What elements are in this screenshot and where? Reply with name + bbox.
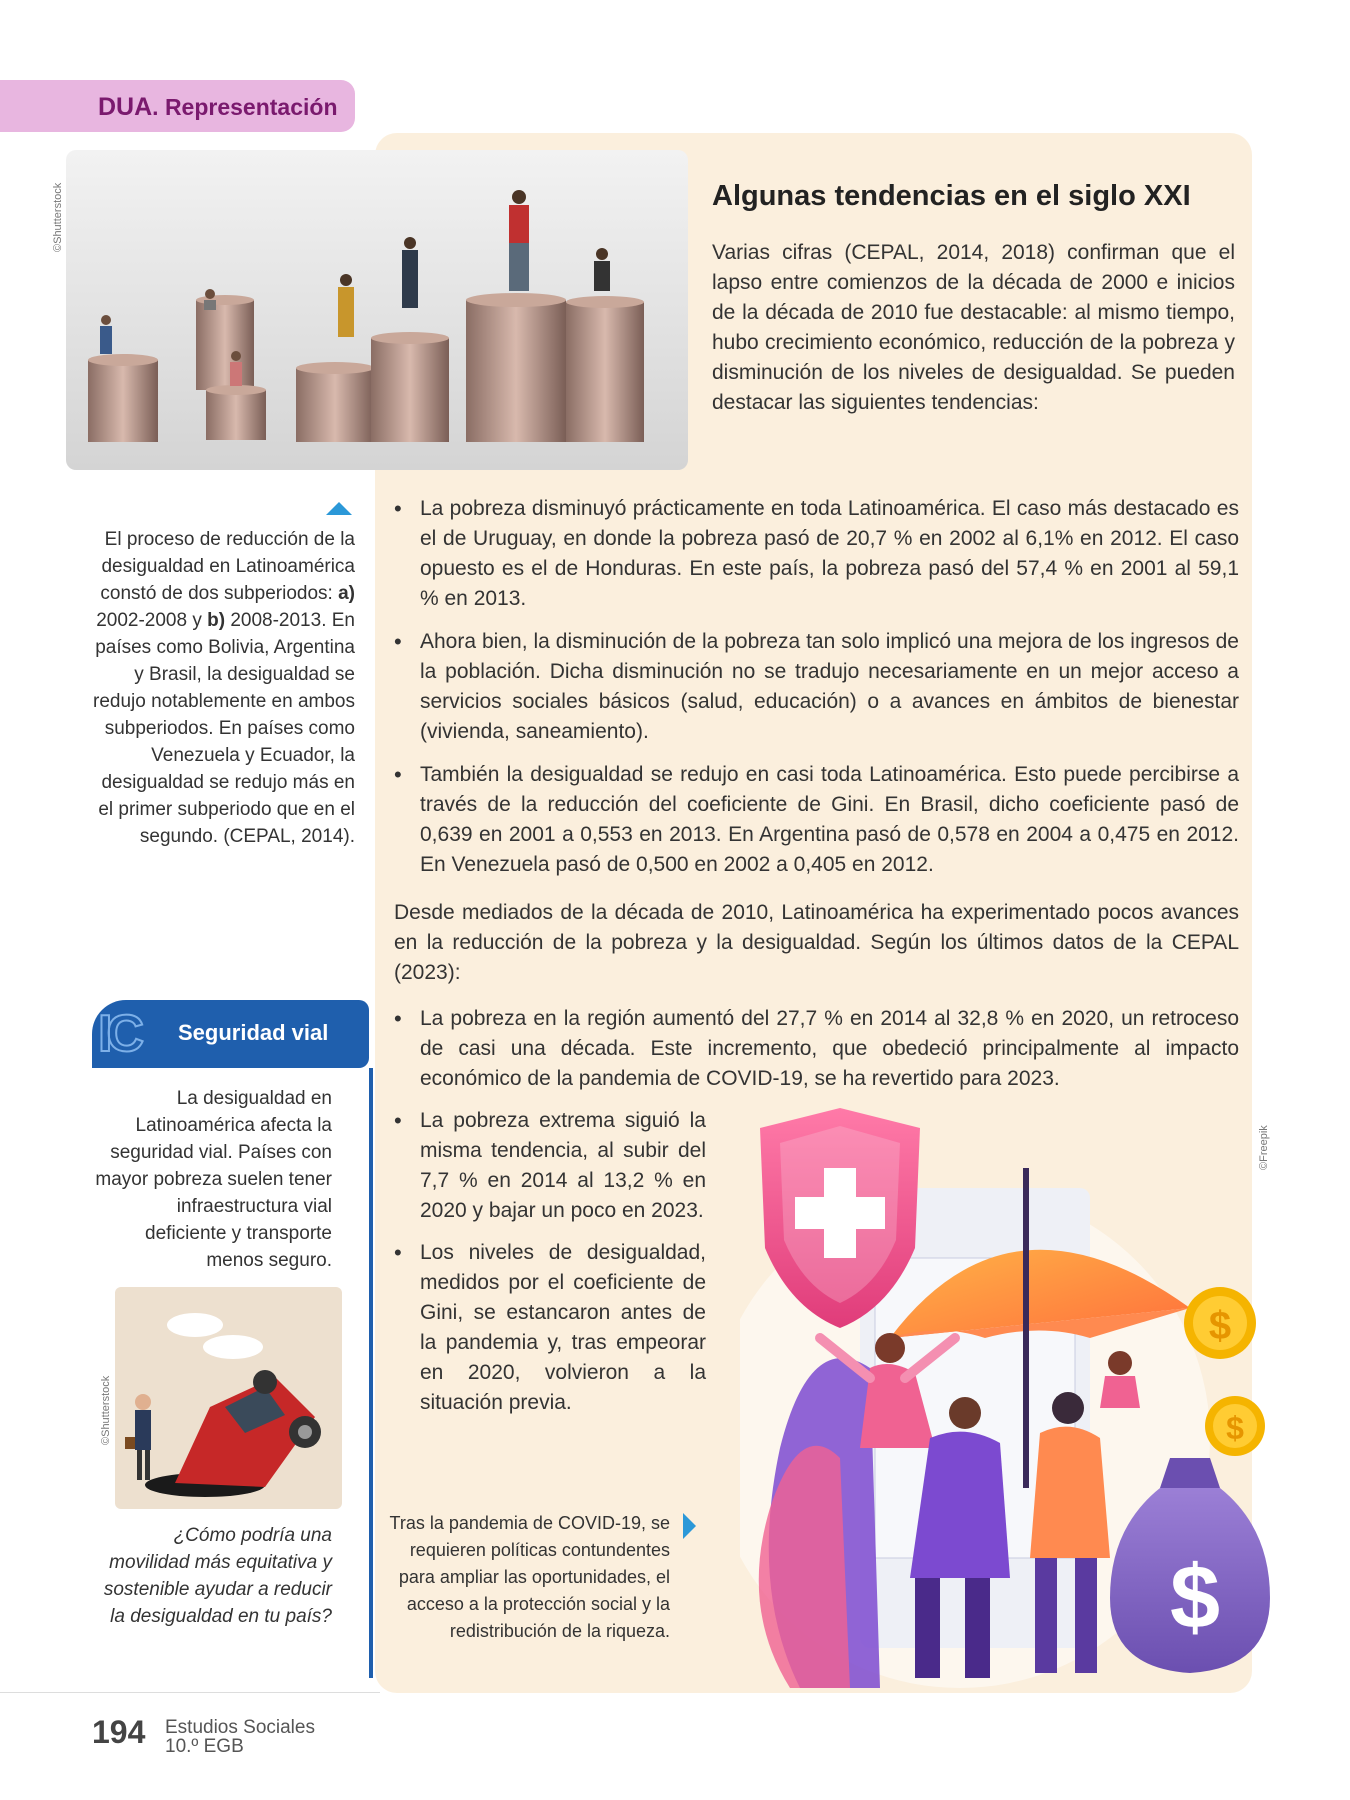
list-item: • La pobreza en la región aumentó del 27,7 % en 2014 al 32,8 % en 2020, un retroceso de casi una década. Este incremento, que obedeció principalmente al impacto económico de la pandemia de COVID-19, se ha revertido para 2023. — [394, 1004, 1239, 1094]
ic-logo-icon: IC — [98, 1005, 138, 1063]
list-item: • La pobreza disminuyó prácticamente en toda Latinoamérica. El caso más destacado es el de Uruguay, en donde la pobreza pasó de 20,7 % en 2002 al 6,1% en 2012. El caso opuesto es el de Honduras. En este país, la pobreza pasó del 57,4 % en 2001 al 59,1 % en 2013. — [394, 494, 1239, 614]
coins-photo — [66, 150, 688, 470]
cepal-list-narrow — [394, 1106, 706, 1430]
side-note: El proceso de reducción de la desigualdad en Latinoamérica constó de dos subperiodos: a) 2002-2008 y b) 2008-2013. En países como Bolivia, Argentina y Brasil, la desigualdad se redujo notablemente en ambos subperiodos. En países como Venezuela y Ecuador, la desigualdad se redujo más en el primer subperiodo que en el segundo. (CEPAL, 2014). — [93, 529, 355, 847]
seguridad-vial-question: ¿Cómo podría una movilidad más equitativa y sostenible ayudar a reducir la desigualdad en tu país? — [103, 1525, 332, 1627]
svg-text:$: $ — [1169, 1548, 1221, 1648]
cepal-list — [394, 1004, 1239, 1107]
car-credit: ©Shutterstock — [100, 1375, 112, 1445]
illustration-credit: ©Freepik — [1258, 1125, 1270, 1170]
triangle-right-icon — [683, 1513, 696, 1539]
footer-divider — [0, 1692, 380, 1693]
social-protection-illustration — [740, 1108, 1280, 1688]
svg-text:$: $ — [1208, 1304, 1232, 1348]
photo-credit: ©Shutterstock — [52, 182, 64, 252]
bottom-note: Tras la pandemia de COVID-19, se requieren políticas contundentes para ampliar las oportunidades, el acceso a la protección social y la redistribución de la riqueza. — [389, 1513, 670, 1641]
section-title: Algunas tendencias en el siglo XXI — [712, 180, 1191, 212]
car-illustration — [115, 1287, 342, 1509]
svg-text:$: $ — [1226, 1410, 1244, 1446]
seguridad-vial-header — [92, 1000, 369, 1068]
dua-label: DUA. Representación — [98, 93, 338, 121]
list-item: • Los niveles de desigualdad, medidos por el coeficiente de Gini, se estancaron antes de la pandemia y, tras empeorar en 2020, volvieron a la situación previa. — [394, 1238, 706, 1418]
trend-list — [394, 494, 1239, 893]
cepal-paragraph: Desde mediados de la década de 2010, Latinoamérica ha experimentado pocos avances en la reducción de la pobreza y la desigualdad. Según los últimos datos de la CEPAL (2023): — [394, 901, 1239, 984]
seguridad-vial-title: Seguridad vial — [178, 1020, 329, 1045]
list-item: • La pobreza extrema siguió la misma tendencia, al subir del 7,7 % en 2014 al 13,2 % en 2020 y bajar un poco en 2023. — [394, 1106, 706, 1226]
list-item: • Ahora bien, la disminución de la pobreza tan solo implicó una mejora de los ingresos de la población. Dicha disminución no se tradujo necesariamente en un mejor acceso a servicios sociales básicos (salud, educación) o a avances en ámbitos de bienestar (vivienda, saneamiento). — [394, 627, 1239, 747]
list-item: • También la desigualdad se redujo en casi toda Latinoamérica. Esto puede percibirse a través de la reducción del coeficiente de Gini. En Brasil, dicho coeficiente pasó de 0,639 en 2001 a 0,553 en 2013. En Argentina pasó de 0,578 en 2004 a 0,475 en 2012. En Venezuela pasó de 0,500 en 2002 a 0,405 en 2012. — [394, 760, 1239, 880]
dua-tab — [0, 80, 355, 132]
seguridad-vial-text: La desigualdad en Latinoamérica afecta la seguridad vial. Países con mayor pobreza suelen tener infraestructura vial deficiente y transporte menos seguro. — [95, 1088, 332, 1271]
intro-paragraph: Varias cifras (CEPAL, 2014, 2018) confirman que el lapso entre comienzos de la década de 2000 e inicios de la década de 2010 fue destacable: al mismo tiempo, hubo crecimiento económico, reducción de la pobreza y disminución de los niveles de desigualdad. Se pueden destacar las siguientes tendencias: — [712, 241, 1235, 414]
triangle-up-icon — [326, 502, 352, 515]
page-number: 194 — [92, 1714, 146, 1750]
subject-label: Estudios Sociales 10.º EGB — [165, 1717, 315, 1757]
seguridad-vial-bar — [369, 1068, 373, 1678]
